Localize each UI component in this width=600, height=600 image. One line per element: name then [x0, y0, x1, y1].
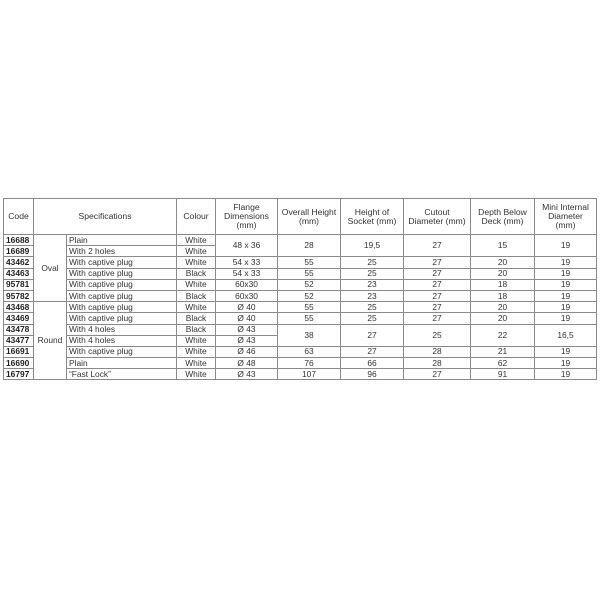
cell-depth: 62 [471, 358, 535, 369]
cell-depth: 18 [471, 290, 535, 301]
cell-spec: With captive plug [67, 268, 177, 279]
cell-mini: 19 [535, 268, 597, 279]
table-row [4, 358, 597, 369]
cell-overall: 63 [278, 346, 341, 357]
cell-flange: Ø 43 [216, 324, 278, 335]
cell-cutout: 28 [404, 358, 471, 369]
cell-colour: White [177, 346, 216, 357]
cell-code: 16689 [4, 246, 34, 257]
cell-colour: Black [177, 268, 216, 279]
cell-colour: White [177, 335, 216, 346]
cell-cutout: 27 [404, 290, 471, 301]
cell-mini: 19 [535, 346, 597, 357]
cell-cutout: 27 [404, 257, 471, 268]
cell-depth: 18 [471, 279, 535, 290]
cell-overall: 55 [278, 302, 341, 313]
header-code: Code [4, 199, 34, 235]
cell-mini: 19 [535, 302, 597, 313]
cell-colour: White [177, 302, 216, 313]
table-row [4, 235, 597, 246]
table-row [4, 257, 597, 268]
cell-flange: 54 x 33 [216, 257, 278, 268]
cell-spec: With captive plug [67, 302, 177, 313]
cell-overall: 55 [278, 313, 341, 324]
cell-depth: 22 [471, 324, 535, 346]
cell-code: 43478 [4, 324, 34, 335]
table-row [4, 369, 597, 380]
cell-flange: 60x30 [216, 279, 278, 290]
header-specifications: Specifications [34, 199, 177, 235]
cell-flange: 48 x 36 [216, 235, 278, 257]
cell-flange: Ø 46 [216, 346, 278, 357]
cell-flange: Ø 40 [216, 313, 278, 324]
cell-socket: 27 [341, 324, 404, 346]
cell-flange: 60x30 [216, 290, 278, 301]
product-spec-table [3, 198, 597, 380]
cell-cutout: 27 [404, 268, 471, 279]
cell-overall: 38 [278, 324, 341, 346]
cell-colour: White [177, 235, 216, 246]
cell-cutout: 28 [404, 346, 471, 357]
cell-code: 43468 [4, 302, 34, 313]
cell-socket: 66 [341, 358, 404, 369]
cell-socket: 25 [341, 268, 404, 279]
cell-code: 16691 [4, 346, 34, 357]
cell-code: 16688 [4, 235, 34, 246]
cell-cutout: 27 [404, 235, 471, 257]
cell-cutout: 27 [404, 369, 471, 380]
header-colour: Colour [177, 199, 216, 235]
cell-flange: 54 x 33 [216, 268, 278, 279]
cell-depth: 91 [471, 369, 535, 380]
cell-mini: 19 [535, 235, 597, 257]
cell-socket: 23 [341, 290, 404, 301]
cell-spec: Plain [67, 235, 177, 246]
cell-socket: 27 [341, 346, 404, 357]
cell-spec: With captive plug [67, 257, 177, 268]
header-overall-height: Overall Height (mm) [278, 199, 341, 235]
cell-spec: With 2 holes [67, 246, 177, 257]
cell-code: 16797 [4, 369, 34, 380]
table-row [4, 324, 597, 335]
cell-mini: 19 [535, 279, 597, 290]
cell-mini: 19 [535, 369, 597, 380]
cell-spec: With 4 holes [67, 324, 177, 335]
cell-cutout: 27 [404, 302, 471, 313]
cell-mini: 19 [535, 290, 597, 301]
cell-socket: 19,5 [341, 235, 404, 257]
cell-flange: Ø 43 [216, 335, 278, 346]
cell-spec: With captive plug [67, 346, 177, 357]
cell-depth: 20 [471, 257, 535, 268]
cell-code: 43463 [4, 268, 34, 279]
cell-colour: Black [177, 324, 216, 335]
cell-spec: With captive plug [67, 290, 177, 301]
cell-socket: 25 [341, 302, 404, 313]
cell-colour: White [177, 369, 216, 380]
header-socket-height: Height of Socket (mm) [341, 199, 404, 235]
cell-overall: 55 [278, 257, 341, 268]
cell-colour: White [177, 358, 216, 369]
cell-colour: White [177, 279, 216, 290]
cell-cutout: 27 [404, 313, 471, 324]
cell-spec: With captive plug [67, 313, 177, 324]
cell-code: 16690 [4, 358, 34, 369]
cell-mini: 19 [535, 358, 597, 369]
cell-flange: Ø 40 [216, 302, 278, 313]
cell-mini: 19 [535, 313, 597, 324]
cell-cutout: 27 [404, 279, 471, 290]
table-row [4, 346, 597, 357]
cell-socket: 96 [341, 369, 404, 380]
cell-overall: 55 [278, 268, 341, 279]
table-row [4, 268, 597, 279]
cell-colour: White [177, 257, 216, 268]
cell-overall: 52 [278, 290, 341, 301]
cell-depth: 20 [471, 302, 535, 313]
cell-overall: 52 [278, 279, 341, 290]
cell-code: 43469 [4, 313, 34, 324]
table-row [4, 290, 597, 301]
cell-socket: 25 [341, 257, 404, 268]
cell-spec: “Fast Lock” [67, 369, 177, 380]
cell-overall: 28 [278, 235, 341, 257]
header-flange: Flange Dimensions (mm) [216, 199, 278, 235]
table-row [4, 279, 597, 290]
cell-depth: 21 [471, 346, 535, 357]
cell-code: 95782 [4, 290, 34, 301]
cell-socket: 23 [341, 279, 404, 290]
header-depth: Depth Below Deck (mm) [471, 199, 535, 235]
cell-depth: 20 [471, 313, 535, 324]
table-row [4, 302, 597, 313]
cell-depth: 20 [471, 268, 535, 279]
cell-code: 43477 [4, 335, 34, 346]
cell-cutout: 25 [404, 324, 471, 346]
cell-group: Round [34, 302, 67, 380]
cell-spec: Plain [67, 358, 177, 369]
cell-flange: Ø 48 [216, 358, 278, 369]
cell-spec: With captive plug [67, 279, 177, 290]
header-cutout: Cutout Diameter (mm) [404, 199, 471, 235]
cell-group: Oval [34, 235, 67, 302]
header-mini-internal: Mini Internal Diameter (mm) [535, 199, 597, 235]
cell-colour: White [177, 246, 216, 257]
header-row [4, 199, 597, 235]
cell-mini: 19 [535, 257, 597, 268]
cell-mini: 16,5 [535, 324, 597, 346]
cell-socket: 25 [341, 313, 404, 324]
cell-code: 95781 [4, 279, 34, 290]
cell-overall: 107 [278, 369, 341, 380]
cell-spec: With 4 holes [67, 335, 177, 346]
table-row [4, 313, 597, 324]
cell-colour: Black [177, 313, 216, 324]
cell-depth: 15 [471, 235, 535, 257]
cell-overall: 76 [278, 358, 341, 369]
cell-flange: Ø 43 [216, 369, 278, 380]
cell-colour: Black [177, 290, 216, 301]
cell-code: 43462 [4, 257, 34, 268]
